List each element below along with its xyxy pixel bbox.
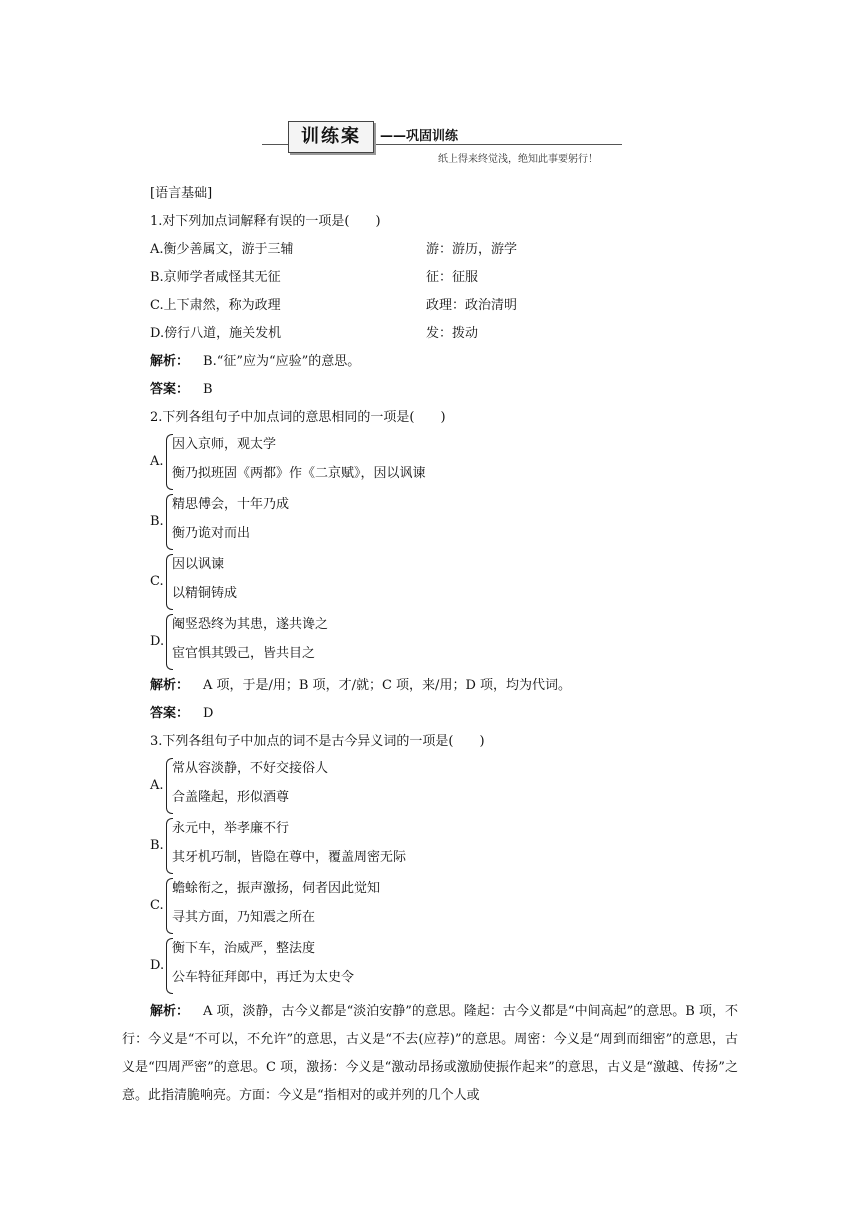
q3-group-d-line1: 衡下车，治威严，整法度 (172, 941, 316, 956)
q1-option-d-text: D.傍行八道，施关发机 (150, 326, 282, 341)
q2-analysis (150, 672, 750, 700)
banner-subtitle: ——巩固训练 (380, 125, 462, 144)
section-heading: [语言基础] (150, 186, 213, 201)
q2-answer-label: 答案： (150, 706, 190, 721)
q1-analysis (150, 348, 750, 376)
q3-analysis-text: A 项，淡静，古今义都是“淡泊安静”的意思。隆起：古今义都是“中间高起”的意思。B 项，不行：今义是“不可以，不允许”的意思，古义是“不去(应荐)”的意思。周密：今义是“周到而细密”的意思，古义是“四周严密”的意思。C 项，激扬：今义是“激动昂扬或激励使振作起来”的意思，古义是“激越、传扬”之意。此指清脆响亮。方面：今义是“指相对的或并列的几个人或 (122, 1004, 738, 1103)
q2-analysis-text: A 项，于是/用；B 项，才/就；C 项，来/用；D 项，均为代词。 (203, 678, 571, 693)
q3-group-c-line1: 蟾蜍衔之，振声激扬，伺者因此觉知 (172, 881, 381, 896)
q1-option-a-text: A.衡少善属文，游于三辅 (150, 242, 294, 257)
q1-option-a (150, 236, 750, 264)
q2-analysis-label: 解析： (150, 678, 190, 693)
q2-group-a-line2: 衡乃拟班固《两都》作《二京赋》，因以讽谏 (172, 466, 426, 481)
q2-group-b-tag: B. (150, 514, 164, 529)
q3-analysis (122, 998, 738, 1110)
q1-option-b-gloss: 征：征服 (426, 270, 479, 285)
exercise-content (150, 180, 750, 996)
q1-stem: 1.对下列加点词解释有误的一项是( ) (150, 214, 381, 229)
q1-option-a-gloss: 游：游历，游学 (426, 242, 518, 257)
q1-answer-text: B (203, 382, 213, 397)
q3-group-b (150, 816, 750, 876)
q3-group-b-tag: B. (150, 838, 164, 853)
q3-group-d (150, 936, 750, 996)
section-banner (262, 118, 622, 170)
q1-option-b-text: B.京师学者咸怪其无征 (150, 270, 281, 285)
q3-analysis-label: 解析： (150, 1004, 190, 1019)
q3-group-a-line2: 合盖隆起，形似酒尊 (172, 790, 290, 805)
q1-answer-label: 答案： (150, 382, 190, 397)
q3-group-d-tag: D. (150, 958, 165, 973)
q2-group-c-tag: C. (150, 574, 164, 589)
q3-group-a-line1: 常从容淡静，不好交接俗人 (172, 761, 329, 776)
q2-group-b-line2: 衡乃诡对而出 (172, 526, 251, 541)
q2-group-a-tag: A. (150, 454, 164, 469)
q3-stem: 3.下列各组句子中加点的词不是古今异义词的一项是( ) (150, 734, 485, 749)
q2-group-d (150, 612, 750, 672)
q2-group-a (150, 432, 750, 492)
q2-group-d-line1: 阉竖恐终为其患，遂共谗之 (172, 617, 329, 632)
q3-group-b-line2: 其牙机巧制，皆隐在尊中，覆盖周密无际 (172, 850, 407, 865)
q2-group-d-line2: 宦官惧其毁己，皆共目之 (172, 646, 316, 661)
q1-option-b (150, 264, 750, 292)
q3-group-b-line1: 永元中，举孝廉不行 (172, 821, 290, 836)
q2-group-c-line1: 因以讽谏 (172, 557, 225, 572)
q1-option-c (150, 292, 750, 320)
q3-group-c-tag: C. (150, 898, 164, 913)
q2-group-c (150, 552, 750, 612)
q1-option-d-gloss: 发：拨动 (426, 326, 479, 341)
q2-group-d-tag: D. (150, 634, 165, 649)
q3-group-c (150, 876, 750, 936)
q3-group-c-line2: 寻其方面，乃知震之所在 (172, 910, 316, 925)
q2-group-b-line1: 精思傅会，十年乃成 (172, 497, 290, 512)
banner-motto: 纸上得来终觉浅，绝知此事要躬行！ (438, 154, 598, 165)
q2-group-b (150, 492, 750, 552)
q1-option-d (150, 320, 750, 348)
q1-answer (150, 376, 750, 404)
q2-answer (150, 700, 750, 728)
q2-group-c-line2: 以精铜铸成 (172, 586, 238, 601)
q2-answer-text: D (203, 706, 214, 721)
q1-analysis-label: 解析： (150, 354, 190, 369)
q3-group-a-tag: A. (150, 778, 164, 793)
banner-title: 训练案 (288, 121, 374, 153)
q2-group-a-line1: 因入京师，观太学 (172, 437, 277, 452)
q1-option-c-gloss: 政理：政治清明 (426, 298, 518, 313)
q1-option-c-text: C.上下肃然，称为政理 (150, 298, 281, 313)
q1-analysis-text: B.“征”应为“应验”的意思。 (203, 354, 361, 369)
q3-group-d-line2: 公车特征拜郎中，再迁为太史令 (172, 970, 355, 985)
q3-group-a (150, 756, 750, 816)
q2-stem: 2.下列各组句子中加点词的意思相同的一项是( ) (150, 410, 446, 425)
